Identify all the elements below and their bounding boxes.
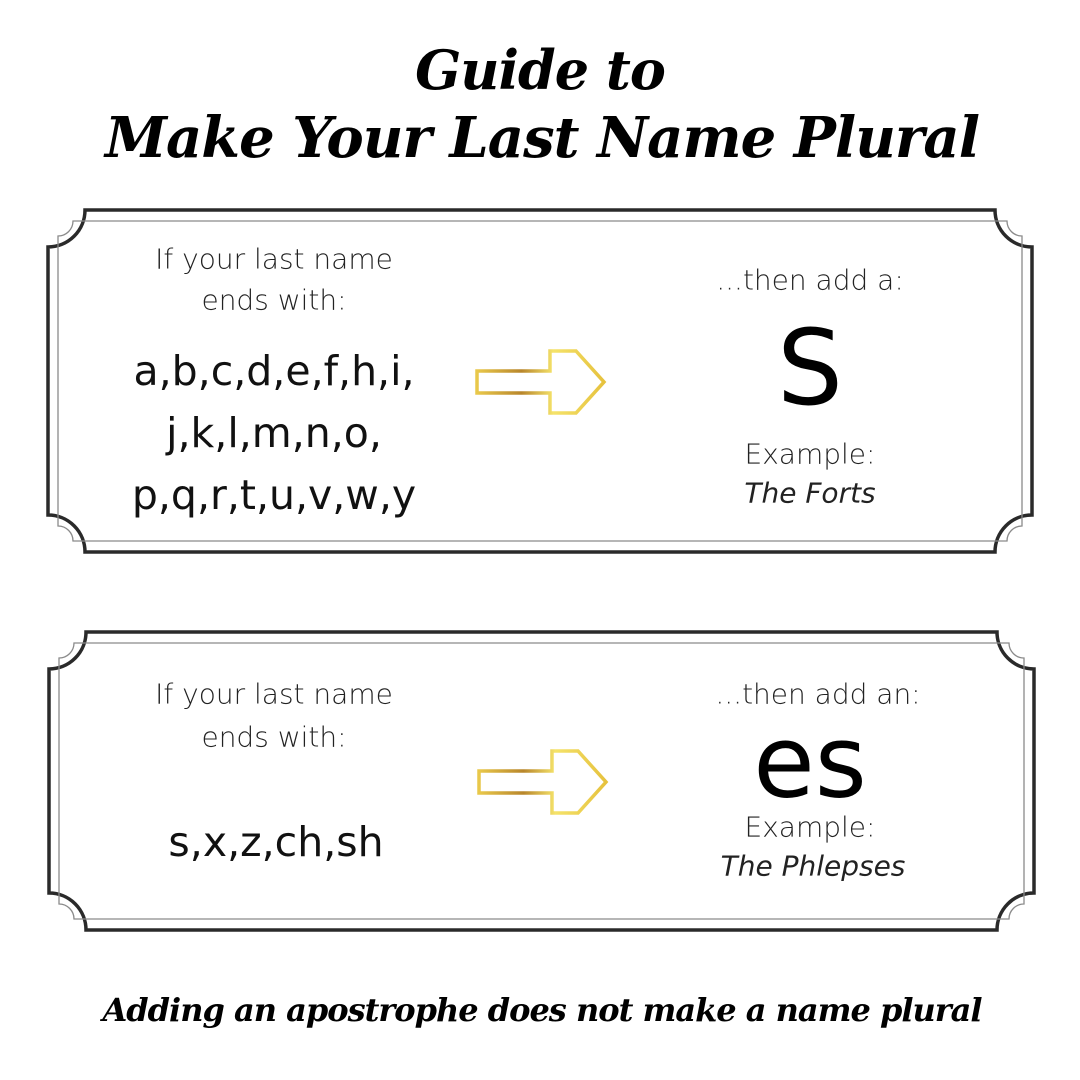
card-1-letters-line-2: j,k,l,m,n,o, <box>166 409 382 457</box>
card-1-example: The Forts <box>744 476 876 510</box>
arrow-right-icon <box>477 351 604 413</box>
card-1-example-label: Example: <box>744 437 876 471</box>
card-2-action: ...then add an: <box>715 677 921 711</box>
card-2-condition-line-2: ends with: <box>201 720 347 754</box>
card-1-action: ...then add a: <box>716 263 904 297</box>
card-2-example: The Phlepses <box>720 849 906 883</box>
card-1-condition-line-2: ends with: <box>201 283 347 317</box>
card-2-letters: s,x,z,ch,sh <box>168 818 384 866</box>
arrow-right-icon <box>479 751 606 813</box>
card-1-suffix: S <box>776 307 844 429</box>
title-line-1: Guide to <box>415 38 665 102</box>
card-1-letters-line-1: a,b,c,d,e,f,h,i, <box>133 347 415 395</box>
footer-note: Adding an apostrophe does not make a name plural <box>102 991 982 1029</box>
card-1-letters-line-3: p,q,r,t,u,v,w,y <box>131 471 417 519</box>
card-2-condition-line-1: If your last name <box>155 677 393 711</box>
title-line-2: Make Your Last Name Plural <box>105 105 979 171</box>
card-2-suffix: es <box>753 703 867 821</box>
card-2-example-label: Example: <box>744 810 876 844</box>
card-1-condition-line-1: If your last name <box>155 242 393 276</box>
